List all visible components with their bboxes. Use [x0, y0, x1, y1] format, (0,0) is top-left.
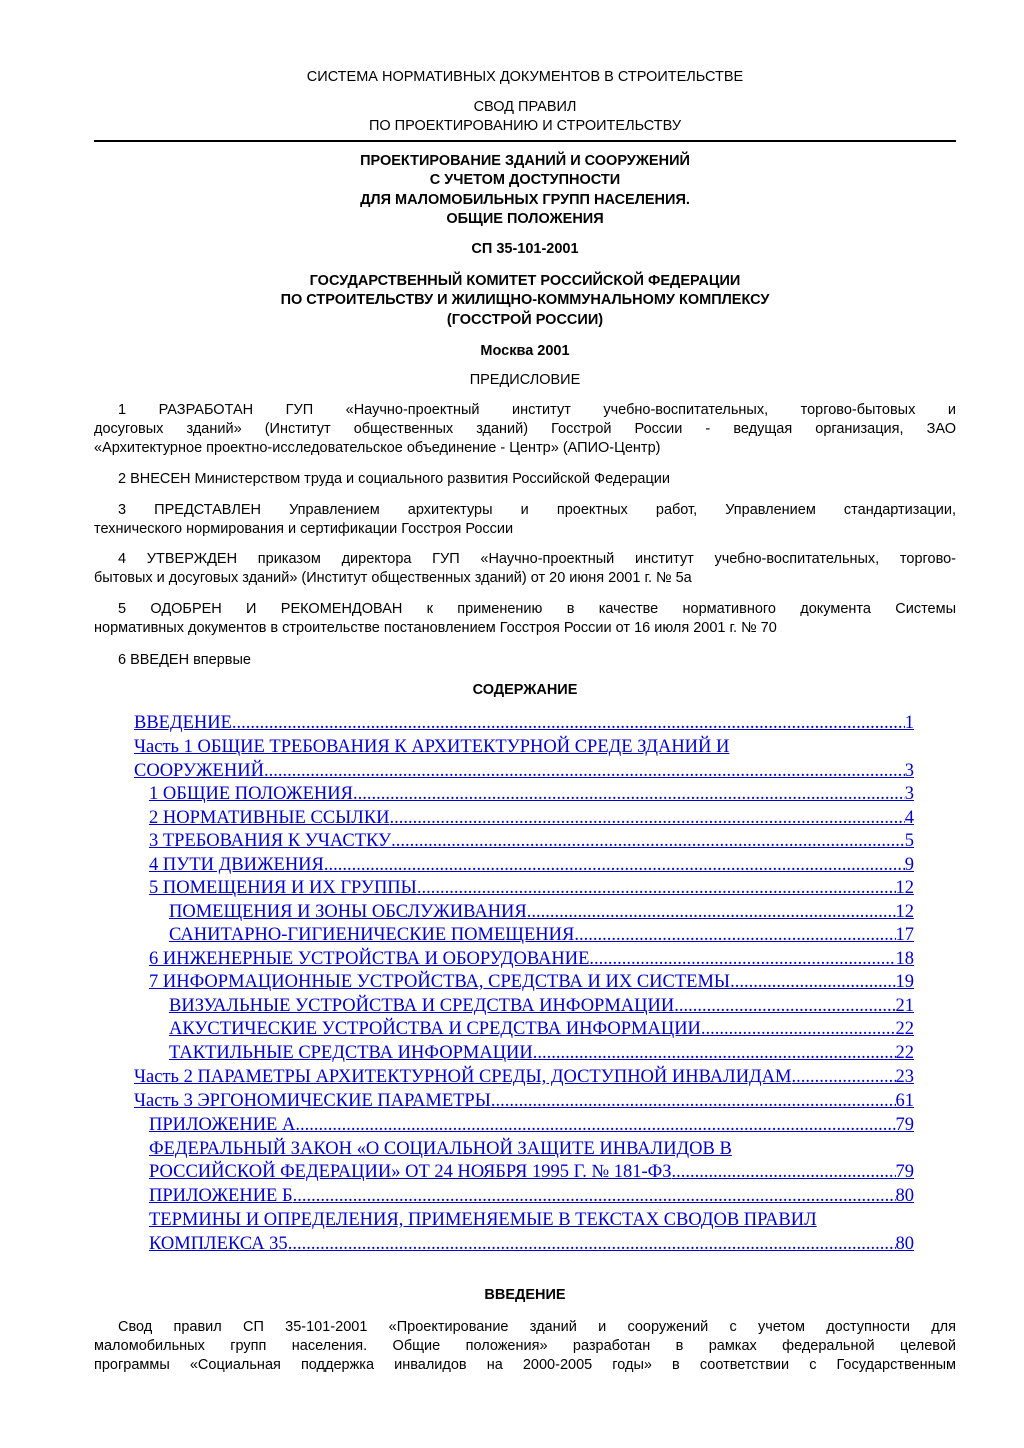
- introduction-heading: ВВЕДЕНИЕ: [484, 1287, 566, 1303]
- toc-leader-dots: [391, 830, 905, 852]
- doc-title-line1: ПРОЕКТИРОВАНИЕ ЗДАНИЙ И СООРУЖЕНИЙ: [360, 153, 690, 169]
- toc-entry-text: РОССИЙСКОЙ ФЕДЕРАЦИИ» ОТ 24 НОЯБРЯ 1995 Г. № 181-ФЗ: [149, 1162, 672, 1182]
- toc-page-number: 4: [904, 808, 914, 828]
- toc-entry-text: 7 ИНФОРМАЦИОННЫЕ УСТРОЙСТВА, СРЕДСТВА И ИХ СИСТЕМЫ: [149, 972, 731, 992]
- toc-link-part1[interactable]: [134, 736, 914, 758]
- preface-line: бытовых и досуговых зданий» (Институт общественных зданий) от 20 июня 2001 г. № 5а: [94, 570, 692, 586]
- toc-link-federal-law[interactable]: [149, 1138, 914, 1160]
- toc-page-number: 9: [904, 855, 914, 875]
- toc-page-number: 18: [895, 949, 914, 969]
- toc-link-section5[interactable]: [149, 877, 914, 899]
- toc-leader-dots: [295, 1114, 895, 1136]
- toc-link-federal-law-cont[interactable]: [149, 1161, 914, 1183]
- toc-leader-dots: [574, 924, 895, 946]
- toc-entry-text: 4 ПУТИ ДВИЖЕНИЯ: [149, 855, 324, 875]
- preface-line: технического нормирования и сертификации Госстроя России: [94, 521, 514, 537]
- preface-line: 5 ОДОБРЕН И РЕКОМЕНДОВАН к применению в качестве нормативного документа Системы: [118, 601, 956, 617]
- toc-leader-dots: [672, 1161, 896, 1183]
- system-title: СИСТЕМА НОРМАТИВНЫХ ДОКУМЕНТОВ В СТРОИТЕЛЬСТВЕ: [306, 69, 744, 85]
- toc-leader-dots: [390, 807, 905, 829]
- toc-leader-dots: [491, 1090, 896, 1112]
- toc-entry-text: ТЕРМИНЫ И ОПРЕДЕЛЕНИЯ, ПРИМЕНЯЕМЫЕ В ТЕКСТАХ СВОДОВ ПРАВИЛ: [149, 1210, 817, 1230]
- toc-page-number: 1: [904, 713, 914, 733]
- contents-heading: СОДЕРЖАНИЕ: [472, 682, 578, 698]
- toc-leader-dots: [730, 971, 895, 993]
- preface-line: нормативных документов в строительстве постановлением Госстроя России от 16 июля 2001 г. № 70: [94, 620, 777, 636]
- preface-line: 2 ВНЕСЕН Министерством труда и социального развития Российской Федерации: [118, 471, 670, 487]
- toc-page-number: 80: [895, 1186, 914, 1206]
- preface-item-4: [94, 550, 956, 588]
- doc-title-line2: С УЧЕТОМ ДОСТУПНОСТИ: [429, 172, 621, 188]
- toc-page-number: 5: [904, 831, 914, 851]
- toc-link-section4[interactable]: [149, 854, 914, 876]
- toc-entry-text: КОМПЛЕКСА 35: [149, 1234, 288, 1254]
- toc-link-section7-acoustic[interactable]: [169, 1018, 914, 1040]
- doc-number: СП 35-101-2001: [471, 241, 579, 257]
- toc-page-number: 80: [895, 1234, 914, 1254]
- toc-entry-text: ВИЗУАЛЬНЫЕ УСТРОЙСТВА И СРЕДСТВА ИНФОРМАЦИИ: [169, 996, 675, 1016]
- city-year: Москва 2001: [480, 343, 570, 359]
- header-divider: [94, 140, 956, 142]
- committee-line3: (ГОССТРОЙ РОССИИ): [446, 312, 604, 328]
- toc-link-section6[interactable]: [149, 948, 914, 970]
- toc-page-number: 21: [895, 996, 914, 1016]
- toc-entry-text: 5 ПОМЕЩЕНИЯ И ИХ ГРУППЫ: [149, 878, 417, 898]
- toc-entry-text: ТАКТИЛЬНЫЕ СРЕДСТВА ИНФОРМАЦИИ: [169, 1043, 533, 1063]
- toc-leader-dots: [353, 783, 905, 805]
- toc-entry-text: ФЕДЕРАЛЬНЫЙ ЗАКОН «О СОЦИАЛЬНОЙ ЗАЩИТЕ ИНВАЛИДОВ В: [149, 1139, 732, 1159]
- toc-entry-text: 3 ТРЕБОВАНИЯ К УЧАСТКУ: [149, 831, 392, 851]
- toc-link-part2[interactable]: [134, 1066, 914, 1088]
- toc-page-number: 22: [895, 1019, 914, 1039]
- toc-link-section5-service[interactable]: [169, 901, 914, 923]
- preface-heading: ПРЕДИСЛОВИЕ: [469, 372, 581, 388]
- toc-entry-text: 6 ИНЖЕНЕРНЫЕ УСТРОЙСТВА И ОБОРУДОВАНИЕ: [149, 949, 590, 969]
- toc-entry-text: АКУСТИЧЕСКИЕ УСТРОЙСТВА И СРЕДСТВА ИНФОРМАЦИИ: [169, 1019, 701, 1039]
- toc-link-appendix-b[interactable]: [149, 1185, 914, 1207]
- toc-leader-dots: [293, 1185, 896, 1207]
- toc-page-number: 3: [904, 761, 914, 781]
- toc-entry-text: 1 ОБЩИЕ ПОЛОЖЕНИЯ: [149, 784, 353, 804]
- preface-line: 4 УТВЕРЖДЕН приказом директора ГУП «Научно-проектный институт учебно-воспитательных, торгово-: [118, 551, 956, 567]
- preface-item-6: [94, 651, 956, 670]
- toc-entry-text: ПОМЕЩЕНИЯ И ЗОНЫ ОБСЛУЖИВАНИЯ: [169, 902, 527, 922]
- committee-line2: ПО СТРОИТЕЛЬСТВУ И ЖИЛИЩНО-КОММУНАЛЬНОМУ КОМПЛЕКСУ: [280, 292, 770, 308]
- doc-title-line4: ОБЩИЕ ПОЛОЖЕНИЯ: [446, 211, 604, 227]
- toc-link-section7[interactable]: [149, 971, 914, 993]
- toc-page-number: 79: [895, 1162, 914, 1182]
- preface-line: 6 ВВЕДЕН впервые: [118, 652, 251, 668]
- toc-page-number: 12: [895, 902, 914, 922]
- toc-leader-dots: [417, 877, 896, 899]
- toc-page-number: 22: [895, 1043, 914, 1063]
- preface-item-1: [94, 401, 956, 458]
- preface-line: 3 ПРЕДСТАВЛЕН Управлением архитектуры и проектных работ, Управлением стандартизации,: [118, 502, 956, 518]
- toc-link-section7-tactile[interactable]: [169, 1042, 914, 1064]
- preface-item-2: [94, 470, 956, 489]
- toc-leader-dots: [232, 712, 905, 734]
- toc-page-number: 12: [895, 878, 914, 898]
- toc-link-introduction[interactable]: [134, 712, 914, 734]
- toc-leader-dots: [674, 995, 895, 1017]
- preface-line: 1 РАЗРАБОТАН ГУП «Научно-проектный институт учебно-воспитательных, торгово-бытовых и: [118, 402, 956, 418]
- code-title-line1: СВОД ПРАВИЛ: [473, 99, 577, 115]
- introduction-paragraph: [94, 1318, 956, 1375]
- committee-line1: ГОСУДАРСТВЕННЫЙ КОМИТЕТ РОССИЙСКОЙ ФЕДЕРАЦИИ: [309, 273, 741, 289]
- toc-entry-text: 2 НОРМАТИВНЫЕ ССЫЛКИ: [149, 808, 390, 828]
- toc-leader-dots: [527, 901, 896, 923]
- toc-page-number: 61: [895, 1091, 914, 1111]
- toc-link-part1-cont[interactable]: [134, 760, 914, 782]
- introduction-line: программы «Социальная поддержка инвалидов на 2000-2005 годы» в соответствии с Государственным: [94, 1357, 956, 1373]
- toc-link-section2[interactable]: [149, 807, 914, 829]
- preface-item-5: [94, 600, 956, 638]
- toc-link-part3[interactable]: [134, 1090, 914, 1112]
- toc-leader-dots: [264, 760, 905, 782]
- toc-entry-text: ПРИЛОЖЕНИЕ А: [149, 1115, 296, 1135]
- preface-line: «Архитектурное проектно-исследовательское объединение - Центр» (АПИО-Центр): [94, 440, 661, 456]
- preface-item-3: [94, 501, 956, 539]
- toc-leader-dots: [701, 1018, 896, 1040]
- toc-entry-text: Часть 3 ЭРГОНОМИЧЕСКИЕ ПАРАМЕТРЫ: [134, 1091, 491, 1111]
- toc-leader-dots: [792, 1066, 896, 1088]
- toc-link-section7-visual[interactable]: [169, 995, 914, 1017]
- toc-page-number: 17: [895, 925, 914, 945]
- toc-page-number: 23: [895, 1067, 914, 1087]
- doc-title-line3: ДЛЯ МАЛОМОБИЛЬНЫХ ГРУПП НАСЕЛЕНИЯ.: [360, 192, 690, 208]
- toc-link-terms-cont[interactable]: [149, 1233, 914, 1255]
- toc-page-number: 19: [895, 972, 914, 992]
- toc-page-number: 3: [904, 784, 914, 804]
- toc-link-section5-sanitary[interactable]: [169, 924, 914, 946]
- toc-leader-dots: [324, 854, 905, 876]
- toc-link-terms[interactable]: [149, 1209, 914, 1231]
- toc-entry-text: СООРУЖЕНИЙ: [134, 761, 264, 781]
- code-title-line2: ПО ПРОЕКТИРОВАНИЮ И СТРОИТЕЛЬСТВУ: [368, 118, 682, 134]
- introduction-line: Свод правил СП 35-101-2001 «Проектирование зданий и сооружений с учетом доступности для: [118, 1319, 956, 1335]
- preface-line: досуговых зданий» (Институт общественных зданий) Госстрой России - ведущая организация, ЗАО: [94, 421, 956, 437]
- toc-leader-dots: [533, 1042, 896, 1064]
- toc-entry-text: ПРИЛОЖЕНИЕ Б: [149, 1186, 293, 1206]
- toc-leader-dots: [288, 1233, 896, 1255]
- toc-link-section1[interactable]: [149, 783, 914, 805]
- toc-entry-text: Часть 1 ОБЩИЕ ТРЕБОВАНИЯ К АРХИТЕКТУРНОЙ СРЕДЕ ЗДАНИЙ И: [134, 737, 730, 757]
- introduction-line: маломобильных групп населения. Общие положения» разработан в рамках федеральной целевой: [94, 1338, 956, 1354]
- toc-leader-dots: [589, 948, 895, 970]
- toc-entry-text: САНИТАРНО-ГИГИЕНИЧЕСКИЕ ПОМЕЩЕНИЯ: [169, 925, 575, 945]
- toc-entry-text: Часть 2 ПАРАМЕТРЫ АРХИТЕКТУРНОЙ СРЕДЫ, ДОСТУПНОЙ ИНВАЛИДАМ: [134, 1067, 792, 1087]
- toc-link-section3[interactable]: [149, 830, 914, 852]
- toc-link-appendix-a[interactable]: [149, 1114, 914, 1136]
- toc-page-number: 79: [895, 1115, 914, 1135]
- toc-entry-text: ВВЕДЕНИЕ: [134, 713, 232, 733]
